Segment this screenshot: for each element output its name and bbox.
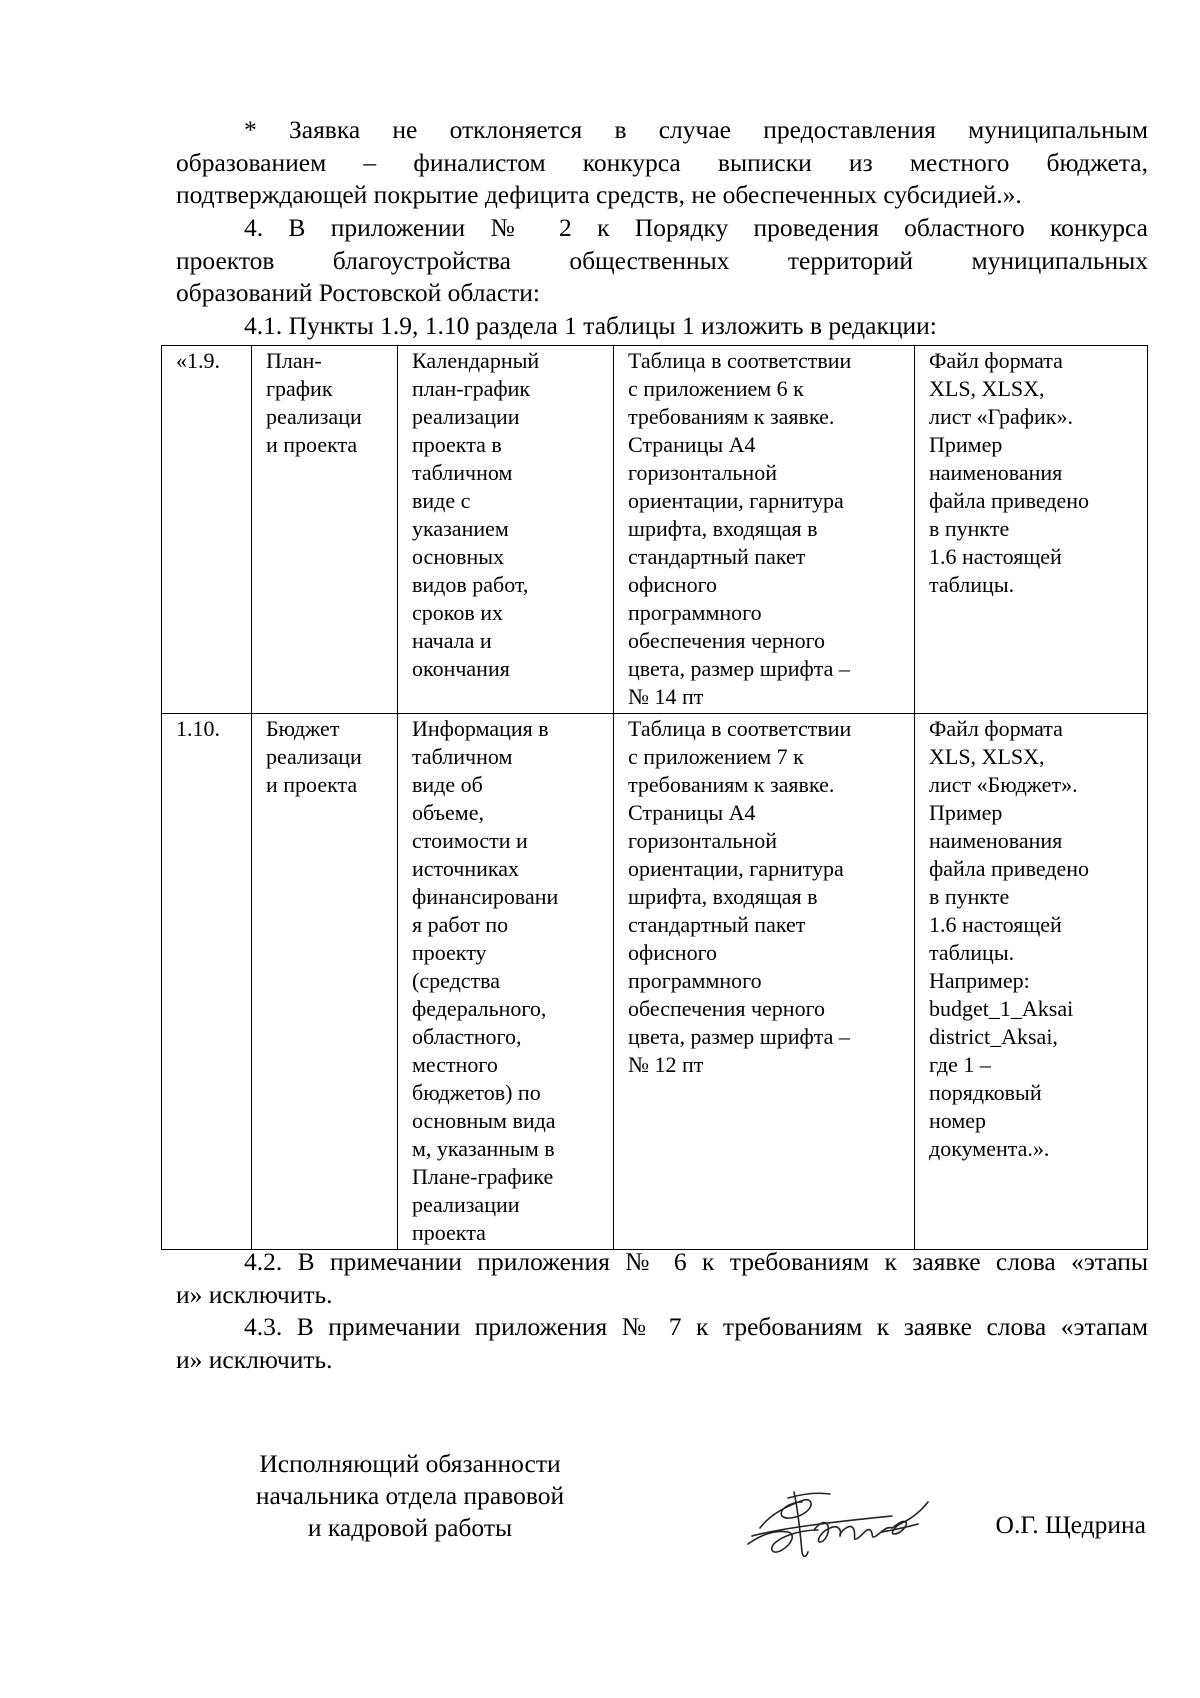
cell-name <box>252 714 398 1250</box>
table-row <box>162 714 1148 1250</box>
cell-text-line: областного, <box>412 1024 522 1049</box>
cell-text-line: проекта <box>412 1220 486 1245</box>
cell-text-line: и проекта <box>266 772 358 797</box>
cell-text-line: номер <box>929 1108 987 1133</box>
cell-text-line: Таблица в соответствии <box>628 348 852 373</box>
text-line: образований Ростовской области: <box>176 278 541 307</box>
paragraph-item-4-2 <box>176 1246 1148 1311</box>
text-line: и» исключить. <box>176 1344 333 1374</box>
paragraph-item-4-3 <box>176 1311 1148 1376</box>
cell-text-line: файла приведено <box>929 856 1090 881</box>
cell-text-line: budget_1_Aksai <box>929 996 1074 1021</box>
cell-text-line: источниках <box>412 856 520 881</box>
cell-file-format <box>915 714 1148 1250</box>
cell-text-line: XLS, XLSX, <box>929 744 1045 769</box>
cell-text-line: горизонтальной <box>628 460 777 485</box>
cell-text-line: Бюджет <box>266 716 340 741</box>
cell-text-line: местного <box>412 1052 498 1077</box>
cell-text-line: офисного <box>628 572 718 597</box>
cell-text-line: district_Aksai, <box>929 1024 1058 1049</box>
cell-number: 1.10. <box>162 714 252 1250</box>
text-line: 4.2. В примечании приложения № 6 к требованиям к заявке слова «этапы <box>244 1247 1148 1276</box>
text-line: * Заявка не отклоняется в случае предоставления муниципальным <box>244 115 1148 144</box>
cell-text-line: требованиям к заявке. <box>628 404 835 429</box>
cell-text-line: наименования <box>929 828 1063 853</box>
cell-text-line: Страницы А4 <box>628 432 756 457</box>
cell-text-line: требованиям к заявке. <box>628 772 835 797</box>
text-line: образованием – финалистом конкурса выписки из местного бюджета, <box>176 147 1148 177</box>
cell-text-line: ориентации, гарнитура <box>628 856 844 881</box>
cell-text-line: я работ по <box>412 912 509 937</box>
cell-text-line: табличном <box>412 744 513 769</box>
cell-text-line: Пример <box>929 432 1003 457</box>
text-line: и» исключить. <box>176 1279 333 1309</box>
cell-text-line: обеспечения черного <box>628 996 826 1021</box>
handwritten-signature <box>742 1472 938 1564</box>
cell-text-line: Информация в <box>412 716 549 741</box>
cell-description <box>398 714 614 1250</box>
cell-text-line: Пример <box>929 800 1003 825</box>
cell-text-line: основным вида <box>412 1108 556 1133</box>
cell-text-line: график <box>266 376 333 401</box>
cell-text-line: стоимости и <box>412 828 528 853</box>
cell-text-line: таблицы. <box>929 940 1015 965</box>
cell-text-line: ориентации, гарнитура <box>628 488 844 513</box>
signatory-title-line: начальника отдела правовой <box>255 1481 565 1510</box>
cell-text-line: № 14 пт <box>628 684 704 709</box>
cell-text-line: с приложением 6 к <box>628 376 804 401</box>
paragraph-item-4-1 <box>244 310 1144 343</box>
text-line: 4. В приложении № 2 к Порядку проведения областного конкурса <box>244 213 1148 242</box>
signatory-title-line: Исполняющий обязанности <box>259 1449 561 1478</box>
text-line: подтверждающей покрытие дефицита средств, не обеспеченных субсидией.». <box>176 180 1022 209</box>
cell-text-line: файла приведено <box>929 488 1090 513</box>
cell-text-line: объеме, <box>412 800 484 825</box>
cell-text-line: цвета, размер шрифта – <box>628 656 850 681</box>
cell-text-line: (средства <box>412 968 500 993</box>
cell-text-line: Например: <box>929 968 1030 993</box>
cell-text-line: федерального, <box>412 996 547 1021</box>
cell-text-line: указанием <box>412 516 509 541</box>
cell-text-line: цвета, размер шрифта – <box>628 1024 850 1049</box>
text-line: проектов благоустройства общественных территорий муниципальных <box>176 245 1148 275</box>
cell-name <box>252 346 398 714</box>
cell-text-line: программного <box>628 968 762 993</box>
cell-description <box>398 346 614 714</box>
cell-text-line: сроков их <box>412 600 503 625</box>
cell-text-line: документа.». <box>929 1136 1050 1161</box>
cell-text-line: проекта в <box>412 432 502 457</box>
paragraph-note <box>176 114 1148 212</box>
cell-text-line: начала и <box>412 628 492 653</box>
cell-text-line: порядковый <box>929 1080 1042 1105</box>
cell-text-line: Плане-графике <box>412 1164 554 1189</box>
cell-number: «1.9. <box>162 346 252 714</box>
cell-text-line: реализации <box>412 404 520 429</box>
cell-text-line: видов работ, <box>412 572 529 597</box>
cell-text-line: и проекта <box>266 432 358 457</box>
cell-text-line: таблицы. <box>929 572 1015 597</box>
cell-text-line: Таблица в соответствии <box>628 716 852 741</box>
cell-text-line: финансировани <box>412 884 559 909</box>
cell-text-line: основных <box>412 544 505 569</box>
requirements-table <box>161 345 1148 1250</box>
cell-text-line: план-график <box>412 376 531 401</box>
cell-requirements <box>614 346 915 714</box>
cell-text-line: шрифта, входящая в <box>628 884 818 909</box>
paragraph-item-4 <box>176 212 1148 310</box>
cell-text-line: с приложением 7 к <box>628 744 804 769</box>
signatory-title <box>220 1448 600 1544</box>
cell-text-line: где 1 – <box>929 1052 991 1077</box>
cell-text-line: Файл формата <box>929 716 1063 741</box>
cell-text-line: стандартный пакет <box>628 544 806 569</box>
cell-text-line: 1.6 настоящей <box>929 544 1062 569</box>
cell-text-line: м, указанным в <box>412 1136 555 1161</box>
cell-text-line: в пункте <box>929 884 1010 909</box>
cell-text-line: Файл формата <box>929 348 1063 373</box>
cell-text-line: окончания <box>412 656 510 681</box>
cell-text-line: Страницы А4 <box>628 800 756 825</box>
cell-text-line: табличном <box>412 460 513 485</box>
cell-text-line: шрифта, входящая в <box>628 516 818 541</box>
cell-text-line: офисного <box>628 940 718 965</box>
cell-text-line: стандартный пакет <box>628 912 806 937</box>
signatory-title-line: и кадровой работы <box>307 1513 513 1542</box>
cell-text-line: проекту <box>412 940 487 965</box>
cell-requirements <box>614 714 915 1250</box>
cell-text-line: План- <box>266 348 322 373</box>
cell-text-line: лист «График». <box>929 404 1073 429</box>
cell-text-line: виде об <box>412 772 483 797</box>
cell-text-line: бюджетов) по <box>412 1080 541 1105</box>
cell-text-line: лист «Бюджет». <box>929 772 1078 797</box>
cell-text-line: наименования <box>929 460 1063 485</box>
signatory-name: О.Г. Щедрина <box>995 1510 1146 1539</box>
cell-text-line: № 12 пт <box>628 1052 704 1077</box>
cell-text-line: реализации <box>412 1192 520 1217</box>
table-row <box>162 346 1148 714</box>
cell-text-line: XLS, XLSX, <box>929 376 1045 401</box>
cell-text-line: горизонтальной <box>628 828 777 853</box>
cell-text-line: реализаци <box>266 744 362 769</box>
text-line: 4.3. В примечании приложения № 7 к требованиям к заявке слова «этапам <box>244 1312 1148 1341</box>
cell-text-line: 1.6 настоящей <box>929 912 1062 937</box>
cell-text-line: программного <box>628 600 762 625</box>
cell-file-format <box>915 346 1148 714</box>
cell-text-line: Календарный <box>412 348 540 373</box>
cell-text-line: в пункте <box>929 516 1010 541</box>
cell-text-line: виде с <box>412 488 471 513</box>
cell-text-line: обеспечения черного <box>628 628 826 653</box>
text-line: 4.1. Пункты 1.9, 1.10 раздела 1 таблицы 1 изложить в редакции: <box>244 311 937 340</box>
cell-text-line: реализаци <box>266 404 362 429</box>
